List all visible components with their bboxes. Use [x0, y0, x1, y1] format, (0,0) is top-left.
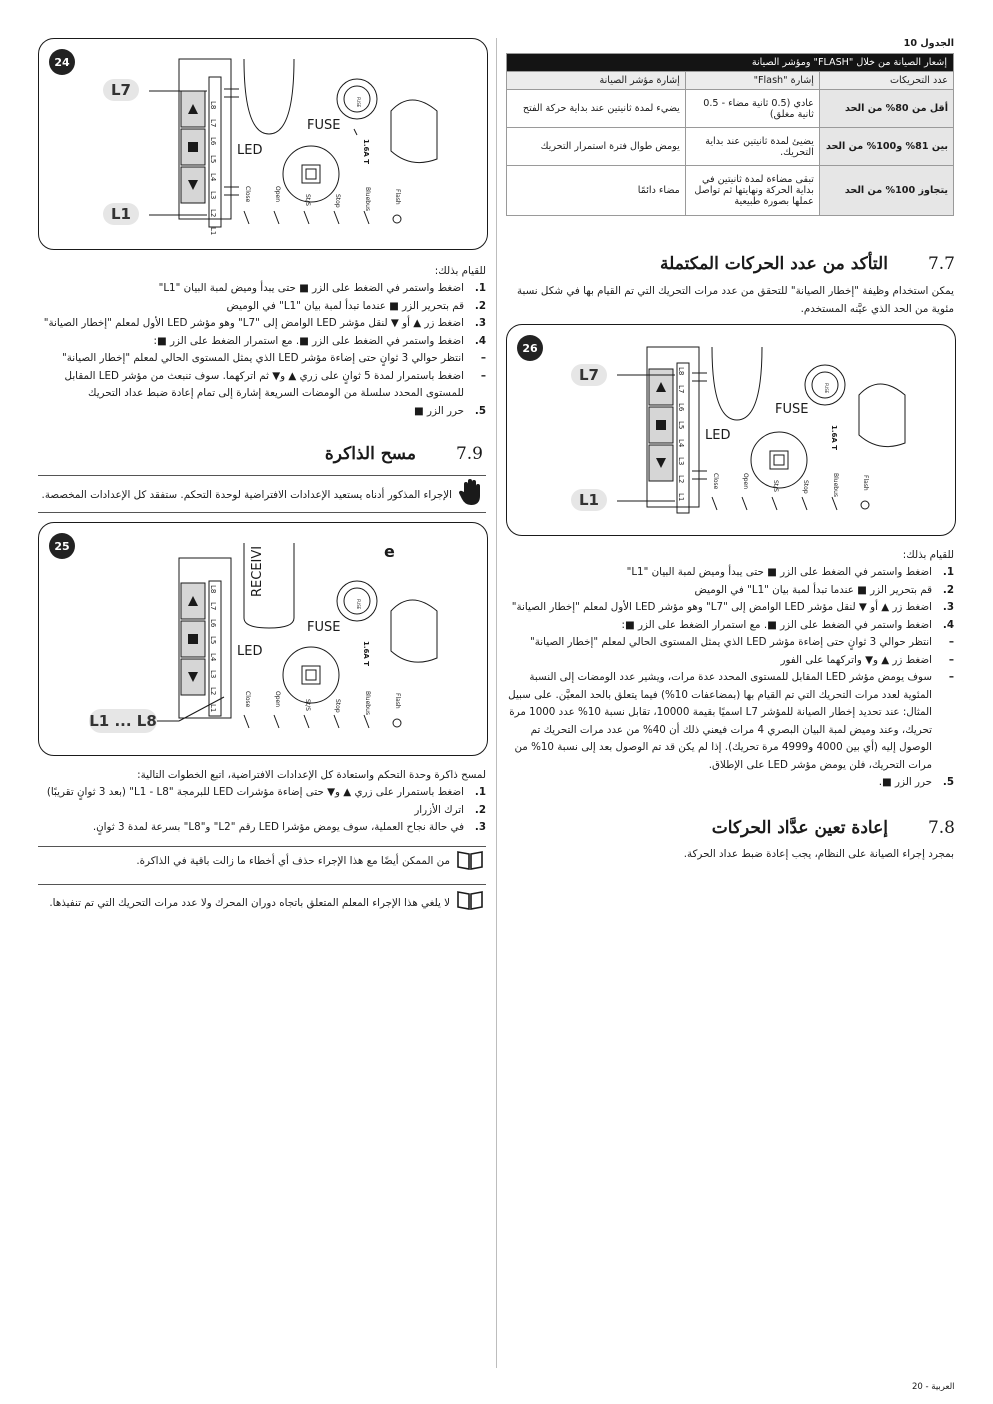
- table-row: يتجاوز 100% من الحد تبقى مضاءة لمدة ثانيتين في بداية الحركة ونهايتها ثم تواصل عملها بصورة طبيعية مضاء دائمًا: [507, 166, 954, 216]
- led-label-l7: L7: [209, 119, 217, 128]
- term-sts: St/S: [772, 480, 779, 492]
- callout-l1: L1: [579, 491, 599, 509]
- memory-intro: لمسح ذاكرة وحدة التحكم واستعادة كل الإعدادات الافتراضية، اتبع الخطوات التالية:: [137, 769, 486, 781]
- left-intro: للقيام بذلك:: [434, 265, 486, 277]
- section-title: مسح الذاكرة: [324, 444, 416, 464]
- led-label-l5: L5: [209, 636, 217, 645]
- table-row: بين 81% و100% من الحد يضيئ لمدة ثانيتين عند بداية التحريك. يومض طوال فترة استمرار التحريك: [507, 128, 954, 166]
- fuse-cap-label: FUSE: [356, 599, 361, 610]
- table-caption: إشعار الصيانة من خلال "FLASH" ومؤشر الصيانة: [507, 54, 954, 72]
- table-10-block: [506, 38, 954, 216]
- led-label-l7: L7: [677, 385, 685, 394]
- list-item: – انتظر حوالي 3 ثوانٍ حتى إضاءة مؤشر LED الذي يمثل المستوى الحالي لمعلم "إخطار الصيانة": [61, 352, 486, 364]
- page-footer: العربية - 20: [912, 1382, 955, 1392]
- section-number: 7.7: [927, 254, 955, 274]
- list-item: 5. حرر الزر ■: [414, 404, 486, 417]
- fuse-rating: 1.6A T: [362, 641, 370, 667]
- section-title: إعادة تعين عدَّاد الحركات: [711, 818, 888, 838]
- callout-l1-l8: L1 ... L8: [89, 712, 157, 730]
- led-label-l1: L1: [209, 227, 217, 236]
- table-header: إشارة "Flash": [685, 72, 819, 90]
- led-label-l8: L8: [209, 101, 217, 110]
- right-steps-list: [506, 564, 954, 792]
- led-label-l6: L6: [209, 619, 217, 628]
- led-label-l1: L1: [209, 704, 217, 713]
- led-label-l2: L2: [209, 687, 217, 696]
- callout-l7: L7: [111, 81, 131, 99]
- list-item: 3. اضغط زر ▲ أو ▼ لنقل مؤشر LED الوامض إلى "L7" وهو مؤشر LED الأول لمعلم "إخطار الصيانة": [43, 317, 486, 329]
- right-steps-block: [506, 546, 954, 792]
- book-icon: [456, 849, 484, 871]
- fuse-label: FUSE: [307, 118, 341, 133]
- book-icon: [456, 889, 484, 911]
- led-section-label: LED: [705, 428, 731, 443]
- hand-icon: [458, 478, 484, 506]
- table-header: عدد التحريكات: [819, 72, 953, 90]
- section-title: التأكد من عدد الحركات المكتملة: [660, 254, 888, 274]
- list-item: 1. اضغط واستمر في الضغط على الزر ■ حتى يبدأ وميض لمبة البيان "L1": [626, 566, 954, 578]
- led-label-l3: L3: [677, 457, 685, 466]
- figure-26: [506, 324, 956, 536]
- heading-7-7: [660, 254, 955, 274]
- list-item: 1. اضغط واستمر في الضغط على الزر ■ حتى يبدأ وميض لمبة البيان "L1": [158, 282, 486, 294]
- led-label-l8: L8: [209, 585, 217, 594]
- term-bluebus: Bluebus: [832, 473, 839, 498]
- table-header: إشارة مؤشر الصيانة: [507, 72, 686, 90]
- term-close: Close: [244, 691, 251, 708]
- fuse-rating: 1.6A T: [830, 425, 838, 451]
- term-stop: Stop: [334, 699, 341, 713]
- term-bluebus: Bluebus: [364, 691, 371, 716]
- list-item: 4. اضغط واستمر في الضغط على الزر ■. مع استمرار الضغط على الزر ■:: [621, 618, 954, 631]
- section-7-8-paragraph: بمجرد إجراء الصيانة على النظام، يجب إعادة ضبط عداد الحركة.: [683, 848, 954, 860]
- led-label-l4: L4: [209, 653, 217, 662]
- list-item: 1. اضغط باستمرار على زري ▲ و▼ حتى إضاءة مؤشرات LED للبرمجة "L1 - L8" (بعد 3 ثوانٍ تقريبًا): [46, 786, 486, 798]
- term-open: Open: [274, 691, 281, 708]
- left-steps-list: [38, 280, 486, 420]
- list-item: 5. حرر الزر ■.: [878, 776, 954, 788]
- term-stop: Stop: [802, 480, 809, 494]
- heading-7-9: [325, 444, 483, 464]
- brand-logo-letter: e: [384, 542, 395, 561]
- list-item: – اضغط باستمرار لمدة 5 ثوانٍ على زري ▲ و▼ ثم اتركهما. سوف تنبعث من مؤشر LED المقابل للمستوى المحدد سلسلة من الومضات السريعة إشارة إلى تمام إعادة ضبط عداد التحريك: [64, 369, 486, 399]
- control-panel-diagram: [39, 523, 487, 755]
- led-label-l5: L5: [209, 155, 217, 164]
- fuse-cap-label: FUSE: [824, 383, 829, 394]
- control-panel-diagram: [507, 325, 955, 535]
- heading-7-8: [712, 818, 955, 838]
- memory-steps-list: [38, 784, 486, 837]
- fuse-label: FUSE: [307, 620, 341, 635]
- led-label-l8: L8: [677, 367, 685, 376]
- led-label-l2: L2: [209, 209, 217, 218]
- list-item: 2. اترك الأزرار: [414, 803, 486, 816]
- table-label: الجدول 10: [903, 38, 954, 49]
- led-section-label: LED: [237, 143, 263, 158]
- led-label-l6: L6: [677, 403, 685, 412]
- left-steps-block: [38, 262, 486, 420]
- list-item: 4. اضغط واستمر في الضغط على الزر ■. مع استمرار الضغط على الزر ■:: [153, 334, 486, 347]
- note-text-2: لا يلغي هذا الإجراء المعلم المتعلق باتجاه دوران المحرك ولا عدد مرات التحريك التي تم تنفيذها.: [49, 897, 450, 909]
- term-flash: Flash: [394, 189, 401, 205]
- figure-25: [38, 522, 488, 756]
- receiver-label: RECEIVI: [250, 545, 265, 597]
- note-text-1: من الممكن أيضًا مع هذا الإجراء حذف أي أخطاء ما زالت باقية في الذاكرة.: [136, 855, 450, 867]
- led-label-l1: L1: [677, 493, 685, 502]
- maintenance-table: [506, 53, 954, 216]
- led-label-l2: L2: [677, 475, 685, 484]
- led-label-l6: L6: [209, 137, 217, 146]
- rule: [38, 512, 486, 513]
- rule: [38, 884, 486, 885]
- led-label-l3: L3: [209, 670, 217, 679]
- column-divider: [496, 38, 497, 1368]
- term-sts: St/S: [304, 194, 311, 206]
- figure-number-badge: 25: [49, 533, 75, 559]
- list-item: 3. اضغط زر ▲ أو ▼ لنقل مؤشر LED الوامض إلى "L7" وهو مؤشر LED الأول لمعلم "إخطار الصيانة": [511, 601, 954, 613]
- right-intro: للقيام بذلك:: [902, 549, 954, 561]
- list-item: 3. في حالة نجاح العملية، سوف يومض مؤشرا LED رقم "L2" و"L8" بسرعة لمدة 3 ثوانٍ.: [92, 821, 486, 833]
- memory-steps-block: [38, 766, 486, 837]
- led-section-label: LED: [237, 644, 263, 659]
- fuse-cap-label: FUSE: [356, 97, 361, 108]
- fuse-label: FUSE: [775, 402, 809, 417]
- led-label-l3: L3: [209, 191, 217, 200]
- term-open: Open: [742, 473, 749, 490]
- term-flash: Flash: [862, 475, 869, 491]
- figure-number-badge: 26: [517, 335, 543, 361]
- list-item: 2. قم بتحرير الزر ■ عندما تبدأ لمبة بيان "L1" في الوميض: [226, 299, 486, 312]
- control-panel-diagram: [39, 39, 487, 249]
- warning-text: الإجراء المذكور أدناه يستعيد الإعدادات الافتراضية لوحدة التحكم. ستفقد كل الإعدادات المخصصة.: [41, 489, 452, 501]
- list-item: – اضغط زر ▲ و▼ واتركهما على الفور: [780, 653, 954, 666]
- section-number: 7.9: [455, 444, 483, 464]
- rule: [38, 846, 486, 847]
- list-item: – انتظر حوالي 3 ثوانٍ حتى إضاءة مؤشر LED الذي يمثل المستوى الحالي لمعلم "إخطار الصيانة": [529, 636, 954, 648]
- table-row: أقل من 80% من الحد عادي (0.5 ثانية مضاء - 0.5 ثانية مغلق) يضيء لمدة ثانيتين عند بداية حركة الفتح: [507, 90, 954, 128]
- led-label-l4: L4: [677, 439, 685, 448]
- term-open: Open: [274, 186, 281, 203]
- callout-l1: L1: [111, 205, 131, 223]
- term-bluebus: Bluebus: [364, 187, 371, 212]
- rule: [38, 475, 486, 476]
- term-flash: Flash: [394, 693, 401, 709]
- term-stop: Stop: [334, 194, 341, 208]
- figure-24: [38, 38, 488, 250]
- list-item: – سوف يومض مؤشر LED المقابل للمستوى المحدد عدة مرات، ويشير عدد الومضات إلى النسبة المئوية لعدد مرات التحريك التي تم القيام بها (بمضاعفات 10%) فيما يتعلق بالحد المعيَّن. على سبيل المثال: عند تحديد إخطار الصيانة للمؤشر L7 اسميًا بقيمة 10000، تقابل نسبة 10% عدد 1000 مرة تحريك، وعند وميض لمبة البيان البصري 4 مرات فيعني ذلك أن 40% من عدد مرات التحريك تم الوصول إليه (أي بين 4000 و4999 مرة تحريك). إذا لم يكن قد تم الوصول بعد إلى نسبة 10% من مرات التحريك، فلن يومض مؤشر LED على الإطلاق.: [508, 671, 954, 771]
- term-sts: St/S: [304, 699, 311, 711]
- section-7-7-paragraph: يمكن استخدام وظيفة "إخطار الصيانة" للتحقق من عدد مرات التحريك التي تم القيام بها في شكل نسبة مئوية من الحد الذي عيَّنه المستخدم.: [516, 285, 954, 315]
- led-label-l7: L7: [209, 602, 217, 611]
- term-close: Close: [244, 186, 251, 203]
- led-label-l4: L4: [209, 173, 217, 182]
- fuse-rating: 1.6A T: [362, 139, 370, 165]
- list-item: 2. قم بتحرير الزر ■ عندما تبدأ لمبة بيان "L1" في الوميض: [694, 583, 954, 596]
- callout-l7: L7: [579, 366, 599, 384]
- section-number: 7.8: [927, 818, 955, 838]
- figure-number-badge: 24: [49, 49, 75, 75]
- led-label-l5: L5: [677, 421, 685, 430]
- term-close: Close: [712, 473, 719, 490]
